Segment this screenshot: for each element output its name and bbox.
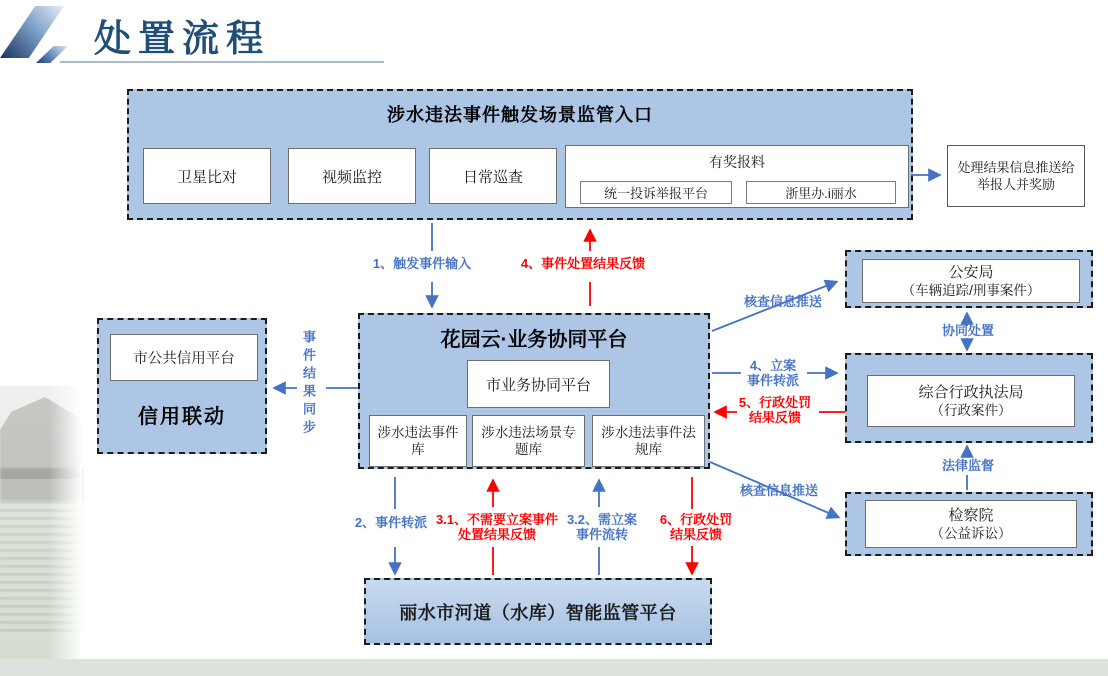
police-line1: 公安局 [948,263,994,281]
zheliban-box: 浙里办.i丽水 [746,181,896,204]
footer-band [0,659,1108,676]
label-penalty-feedback-5 [733,395,817,425]
label-penalty-feedback-5-l2: 结果反馈 [748,410,801,425]
credit-linkage-label: 信用联动 [138,406,226,428]
label-case-transfer-4-l2: 事件转派 [746,373,799,388]
procuratorate-inner-box [865,500,1077,548]
procuratorate-line2: （公益诉讼） [930,525,1012,541]
label-case-transfer-4 [742,358,804,388]
procuratorate-line1: 检察院 [948,506,994,524]
label-nocase-feedback-31-l1: 3.1、不需要立案事件 [435,512,559,527]
admin-enforcement-inner-box [867,375,1075,427]
label-event-dispatch-2: 2、事件转派 [354,515,428,530]
label-event-sync: 事件结果同步 [301,330,316,438]
label-nocase-feedback-31 [430,512,564,542]
police-bureau-box [845,250,1093,308]
channel-patrol-box: 日常巡查 [429,148,557,204]
entry-box-title: 涉水违法事件触发场景监管入口 [387,105,653,125]
enforcement-line1: 综合行政执法局 [918,383,1024,401]
label-legal-supervision: 法律监督 [941,458,994,473]
result-push-box [947,145,1085,207]
label-result-feedback-4: 4、事件处置结果反馈 [520,256,646,271]
label-penalty-feedback-5-l1: 5、行政处罚 [738,395,812,410]
police-bureau-inner-box [862,259,1080,303]
label-case-flow-32-l1: 3.2、需立案 [566,512,638,527]
label-trigger-input: 1、触发事件输入 [372,256,472,271]
procuratorate-box [845,492,1093,556]
enforcement-line2: （行政案件） [930,402,1012,418]
label-case-flow-32 [560,512,644,542]
scene-library-box: 涉水违法场景专题库 [472,415,585,467]
credit-linkage-box [97,318,267,454]
channel-satellite-box: 卫星比对 [143,148,271,204]
label-case-flow-32-l2: 事件流转 [575,527,628,542]
photo-fade [49,386,82,660]
admin-enforcement-box [845,353,1093,443]
platform-title: 花园云·业务协同平台 [440,329,628,351]
channel-video-box: 视频监控 [288,148,416,204]
police-line2: （车辆追踪/刑事案件） [901,282,1041,298]
complaint-platform-box: 统一投诉举报平台 [580,181,732,204]
page-title: 处置流程 [94,19,270,60]
public-credit-platform-box: 市公共信用平台 [110,334,258,381]
label-penalty-feedback-6-l1: 6、行政处罚 [659,512,733,527]
label-co-dispose: 协同处置 [941,323,994,338]
label-verify-push-top: 核查信息推送 [743,294,822,309]
label-penalty-feedback-6 [654,512,738,542]
label-penalty-feedback-6-l2: 结果反馈 [669,527,722,542]
event-library-box: 涉水违法事件库 [369,415,467,467]
result-push-line2: 举报人并奖励 [976,177,1055,192]
result-push-line1: 处理结果信息推送给 [957,160,1075,175]
river-supervision-platform-box: 丽水市河道（水库）智能监管平台 [364,578,712,645]
entry-supervision-box [127,89,913,220]
reward-report-box [565,145,909,208]
label-verify-push-bottom: 核查信息推送 [739,483,818,498]
regulation-library-box: 涉水违法事件法规库 [592,415,705,467]
city-collab-platform-box: 市业务协同平台 [467,360,610,408]
label-nocase-feedback-31-l2: 处置结果反馈 [457,527,536,542]
title-underline [60,61,384,63]
label-case-transfer-4-l1: 4、立案 [749,358,797,373]
reward-report-title: 有奖报料 [709,154,765,170]
garden-cloud-platform-box [358,313,710,469]
background-photo [0,386,82,660]
